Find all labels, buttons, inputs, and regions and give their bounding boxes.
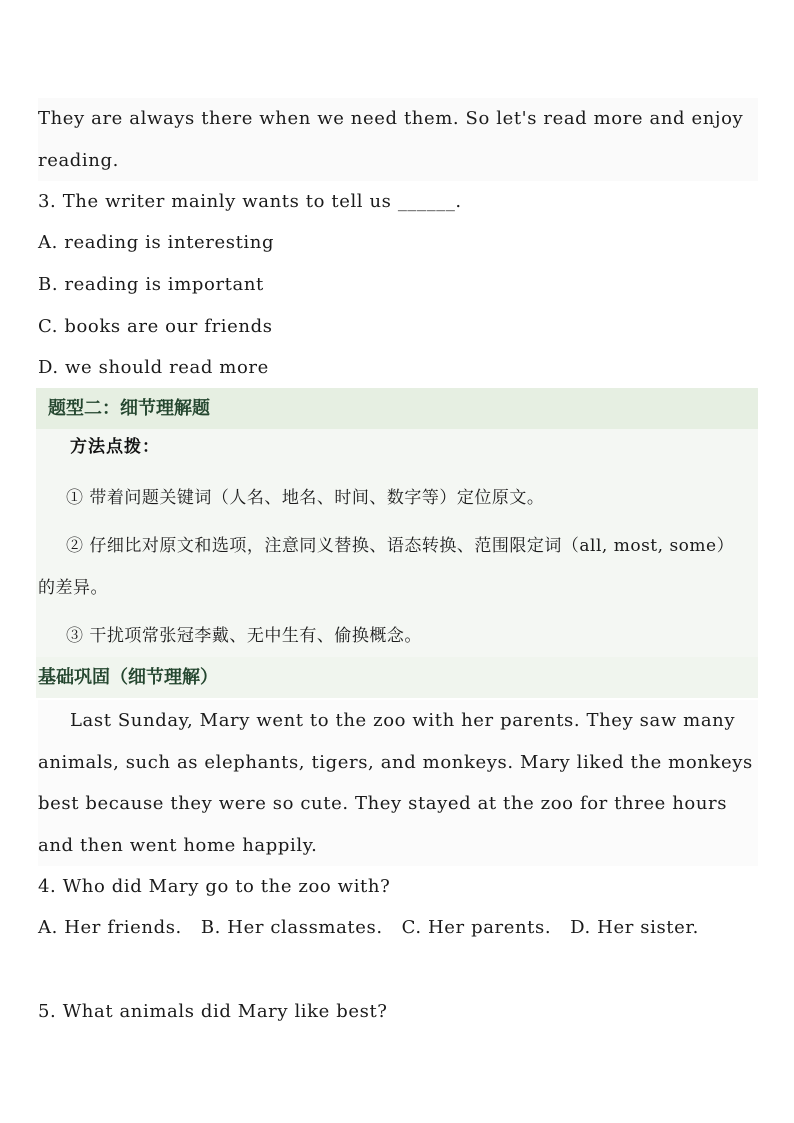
top-paragraph: They are always there when we need them. So let's read more and enjoy reading. — [38, 98, 758, 181]
question-3-option-d: D. we should read more — [38, 357, 269, 378]
method-item-3: ③ 干扰项常张冠李戴、无中生有、偷换概念。 — [66, 626, 422, 646]
question-3-stem: 3. The writer mainly wants to tell us ______. — [38, 191, 462, 212]
question-5-stem: 5. What animals did Mary like best? — [38, 1001, 388, 1022]
question-4-options: A. Her friends. B. Her classmates. C. Her parents. D. Her sister. — [38, 917, 699, 938]
reading-passage: Last Sunday, Mary went to the zoo with her parents. They saw many animals, such as elephants, tigers, and monkeys. Mary liked the monkeys best because they were so cute. They stayed at the zoo for three hours and then went home happily. — [38, 700, 758, 866]
question-3-option-a: A. reading is interesting — [38, 232, 275, 253]
question-3-option-b: B. reading is important — [38, 274, 264, 295]
section-2-title: 题型二：细节理解题 — [36, 388, 758, 429]
question-3-option-c: C. books are our friends — [38, 316, 273, 337]
method-item-1: ① 带着问题关键词（人名、地名、时间、数字等）定位原文。 — [66, 488, 545, 508]
method-title: 方法点拨： — [70, 437, 160, 457]
practice-title: 基础巩固（细节理解） — [36, 657, 758, 698]
method-item-2: ② 仔细比对原文和选项，注意同义替换、语态转换、范围限定词（all, most, some）的差异。 — [38, 536, 726, 598]
question-4-stem: 4. Who did Mary go to the zoo with? — [38, 876, 391, 897]
